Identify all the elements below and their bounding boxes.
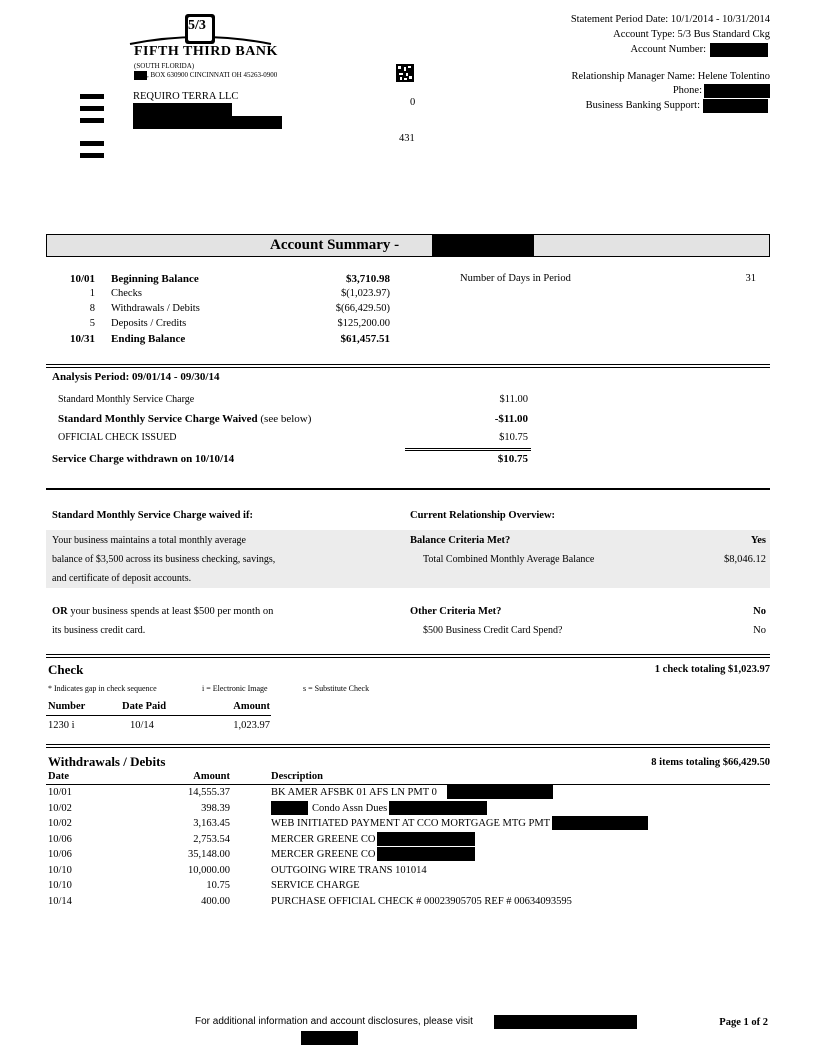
- checks-legend-gap: * Indicates gap in check sequence: [48, 684, 157, 693]
- withdrawal-amount: 10.75: [206, 880, 230, 891]
- redacted-box: [377, 847, 475, 861]
- support-label: Business Banking Support:: [585, 100, 700, 111]
- or-label: OR: [52, 606, 68, 617]
- summary-amount: $(1,023.97): [341, 288, 390, 299]
- card-spend-label: $500 Business Credit Card Spend?: [423, 625, 563, 636]
- summary-label: Beginning Balance: [111, 273, 199, 285]
- withdrawal-description: BK AMER AFSBK 01 AFS LN PMT 0: [271, 787, 437, 798]
- divider: [46, 364, 770, 368]
- withdrawal-description: MERCER GREENE CO: [271, 833, 376, 845]
- redacted-box: [134, 71, 147, 80]
- overview-title: Current Relationship Overview:: [410, 510, 556, 521]
- combined-balance-label: Total Combined Monthly Average Balance: [423, 554, 595, 565]
- withdrawal-date: 10/10: [48, 880, 72, 891]
- withdrawals-header-amount: Amount: [193, 771, 230, 782]
- summary-amount: $125,200.00: [337, 318, 390, 329]
- withdrawal-description: WEB INITIATED PAYMENT AT CCO MORTGAGE MTG PMT: [271, 818, 551, 829]
- phone-label: Phone:: [672, 85, 702, 96]
- divider: [46, 715, 271, 716]
- summary-date: 8: [89, 303, 95, 314]
- service-charge-waived-label: [58, 414, 311, 425]
- summary-amount: $(66,429.50): [335, 303, 390, 314]
- withdrawal-amount: 35,148.00: [188, 849, 230, 860]
- redacted-box: [377, 832, 475, 846]
- withdrawal-amount: 2,753.54: [193, 833, 230, 845]
- redacted-box: [133, 116, 282, 129]
- checks-header-date: Date Paid: [122, 701, 167, 712]
- summary-label: Ending Balance: [111, 333, 186, 345]
- balance-criteria-label: Balance Criteria Met?: [410, 535, 511, 546]
- mail-code-0: 0: [410, 97, 416, 108]
- check-number: 1230 i: [48, 720, 75, 731]
- relationship-manager: Relationship Manager Name: Helene Tolentino: [571, 71, 770, 82]
- summary-amount: $3,710.98: [346, 273, 390, 285]
- withdrawals-total: 8 items totaling $66,429.50: [651, 757, 770, 768]
- postal-barcode-bar: [80, 94, 104, 99]
- redacted-link: [494, 1015, 637, 1029]
- customer-name: REQUIRO TERRA LLC: [133, 91, 239, 102]
- withdrawal-date: 10/02: [48, 802, 72, 814]
- account-number-label: Account Number:: [630, 44, 706, 55]
- analysis-period-title: Analysis Period: 09/01/14 - 09/30/14: [52, 371, 220, 383]
- bank-region: (SOUTH FLORIDA): [134, 62, 195, 70]
- redacted-box: [552, 816, 648, 830]
- redacted-box: [447, 785, 553, 799]
- summary-date: 5: [89, 318, 95, 329]
- waiver-line-5: its business credit card.: [52, 625, 146, 636]
- withdrawal-amount: 10,000.00: [188, 864, 230, 876]
- divider: [46, 744, 770, 748]
- account-summary-header: [46, 234, 770, 257]
- summary-amount: $61,457.51: [340, 333, 390, 345]
- waiver-line-1: Your business maintains a total monthly average: [52, 535, 246, 546]
- qr-code-icon: [396, 64, 414, 82]
- checks-legend-electronic: i = Electronic Image: [202, 684, 268, 693]
- withdrawal-description: MERCER GREENE CO: [271, 849, 376, 860]
- waiver-line-3: and certificate of deposit accounts.: [52, 573, 192, 584]
- waiver-line-4-text: your business spends at least $500 per month on: [67, 606, 274, 617]
- withdrawal-date: 10/06: [48, 849, 72, 860]
- official-check-label: OFFICIAL CHECK ISSUED: [58, 432, 177, 443]
- bank-name: FIFTH THIRD BANK: [134, 44, 278, 59]
- redacted-box: [133, 103, 232, 116]
- official-check-amount: $10.75: [499, 432, 528, 443]
- service-charge-waived-amount: -$11.00: [494, 413, 528, 425]
- divider: [405, 450, 531, 451]
- redacted-box: [432, 235, 534, 256]
- withdrawal-date: 10/06: [48, 833, 72, 845]
- postal-barcode-bar: [80, 118, 104, 123]
- days-in-period-value: 31: [745, 273, 756, 284]
- redacted-box: [703, 99, 768, 113]
- waived-note: (see below): [260, 413, 312, 425]
- waiver-line-4: [52, 607, 273, 618]
- withdrawal-date: 10/10: [48, 864, 72, 876]
- divider: [46, 654, 770, 658]
- mail-code-431: 431: [399, 133, 415, 144]
- check-amount: 1,023.97: [233, 720, 270, 731]
- withdrawal-description: PURCHASE OFFICIAL CHECK # 00023905705 REF # 00634093595: [271, 895, 572, 907]
- other-criteria-label: Other Criteria Met?: [410, 606, 502, 617]
- redacted-box: [704, 84, 770, 98]
- balance-criteria-value: Yes: [750, 535, 766, 546]
- service-charge-amount: $11.00: [499, 394, 528, 405]
- withdrawals-header-date: Date: [48, 771, 69, 782]
- footer-info: For additional information and account disclosures, please visit: [195, 1016, 473, 1027]
- withdrawals-header-description: Description: [271, 771, 323, 782]
- redacted-box: [710, 43, 768, 57]
- page-number: Page 1 of 2: [719, 1017, 768, 1028]
- waived-label: Standard Monthly Service Charge Waived: [58, 413, 258, 425]
- withdrawal-date: 10/14: [48, 895, 72, 907]
- summary-label: Withdrawals / Debits: [111, 303, 200, 314]
- redacted-box: [389, 801, 487, 815]
- account-type: Account Type: 5/3 Bus Standard Ckg: [613, 29, 770, 40]
- redacted-box: [271, 801, 308, 815]
- postal-barcode-bar: [80, 106, 104, 111]
- withdrawal-date: 10/01: [48, 787, 72, 798]
- withdrawal-description: OUTGOING WIRE TRANS 101014: [271, 864, 427, 876]
- check-date: 10/14: [130, 720, 154, 731]
- checks-header-number: Number: [48, 701, 86, 712]
- waiver-line-2: balance of $3,500 across its business checking, savings,: [52, 554, 276, 565]
- postal-barcode-bar: [80, 153, 104, 158]
- card-spend-value: No: [753, 625, 766, 636]
- checks-title: Check: [48, 662, 84, 677]
- other-criteria-value: No: [753, 606, 766, 617]
- divider: [46, 488, 770, 490]
- withdrawals-title: Withdrawals / Debits: [48, 754, 166, 769]
- withdrawal-amount: 14,555.37: [188, 787, 230, 798]
- bank-address: , BOX 630900 CINCINNATI OH 45263-0900: [147, 71, 278, 79]
- checks-header-amount: Amount: [233, 701, 270, 712]
- service-charge-label: Standard Monthly Service Charge: [58, 394, 195, 405]
- divider: [46, 784, 770, 785]
- waiver-title: Standard Monthly Service Charge waived if:: [52, 510, 253, 521]
- service-charge-withdrawn-label: Service Charge withdrawn on 10/10/14: [52, 453, 235, 465]
- combined-balance-value: $8,046.12: [724, 554, 766, 565]
- statement-period: Statement Period Date: 10/1/2014 - 10/31/2014: [570, 14, 770, 25]
- summary-label: Deposits / Credits: [111, 318, 187, 329]
- days-in-period-label: Number of Days in Period: [460, 273, 571, 284]
- withdrawal-description: SERVICE CHARGE: [271, 880, 360, 891]
- redacted-box: [301, 1031, 358, 1045]
- divider: [405, 448, 531, 449]
- service-charge-withdrawn-amount: $10.75: [497, 453, 528, 465]
- logo-mark: 5/3: [188, 18, 206, 33]
- summary-date: 10/31: [69, 333, 95, 345]
- summary-date: 1: [89, 288, 95, 299]
- withdrawal-amount: 3,163.45: [193, 818, 230, 829]
- summary-date: 10/01: [69, 273, 95, 285]
- withdrawal-date: 10/02: [48, 818, 72, 829]
- checks-legend-substitute: s = Substitute Check: [303, 684, 370, 693]
- withdrawal-description: Condo Assn Dues: [312, 802, 388, 814]
- postal-barcode-bar: [80, 141, 104, 146]
- withdrawal-amount: 400.00: [201, 895, 230, 907]
- account-summary-title: Account Summary -: [270, 237, 400, 253]
- withdrawal-amount: 398.39: [201, 802, 230, 814]
- checks-total: 1 check totaling $1,023.97: [654, 664, 770, 675]
- summary-label: Checks: [111, 288, 142, 299]
